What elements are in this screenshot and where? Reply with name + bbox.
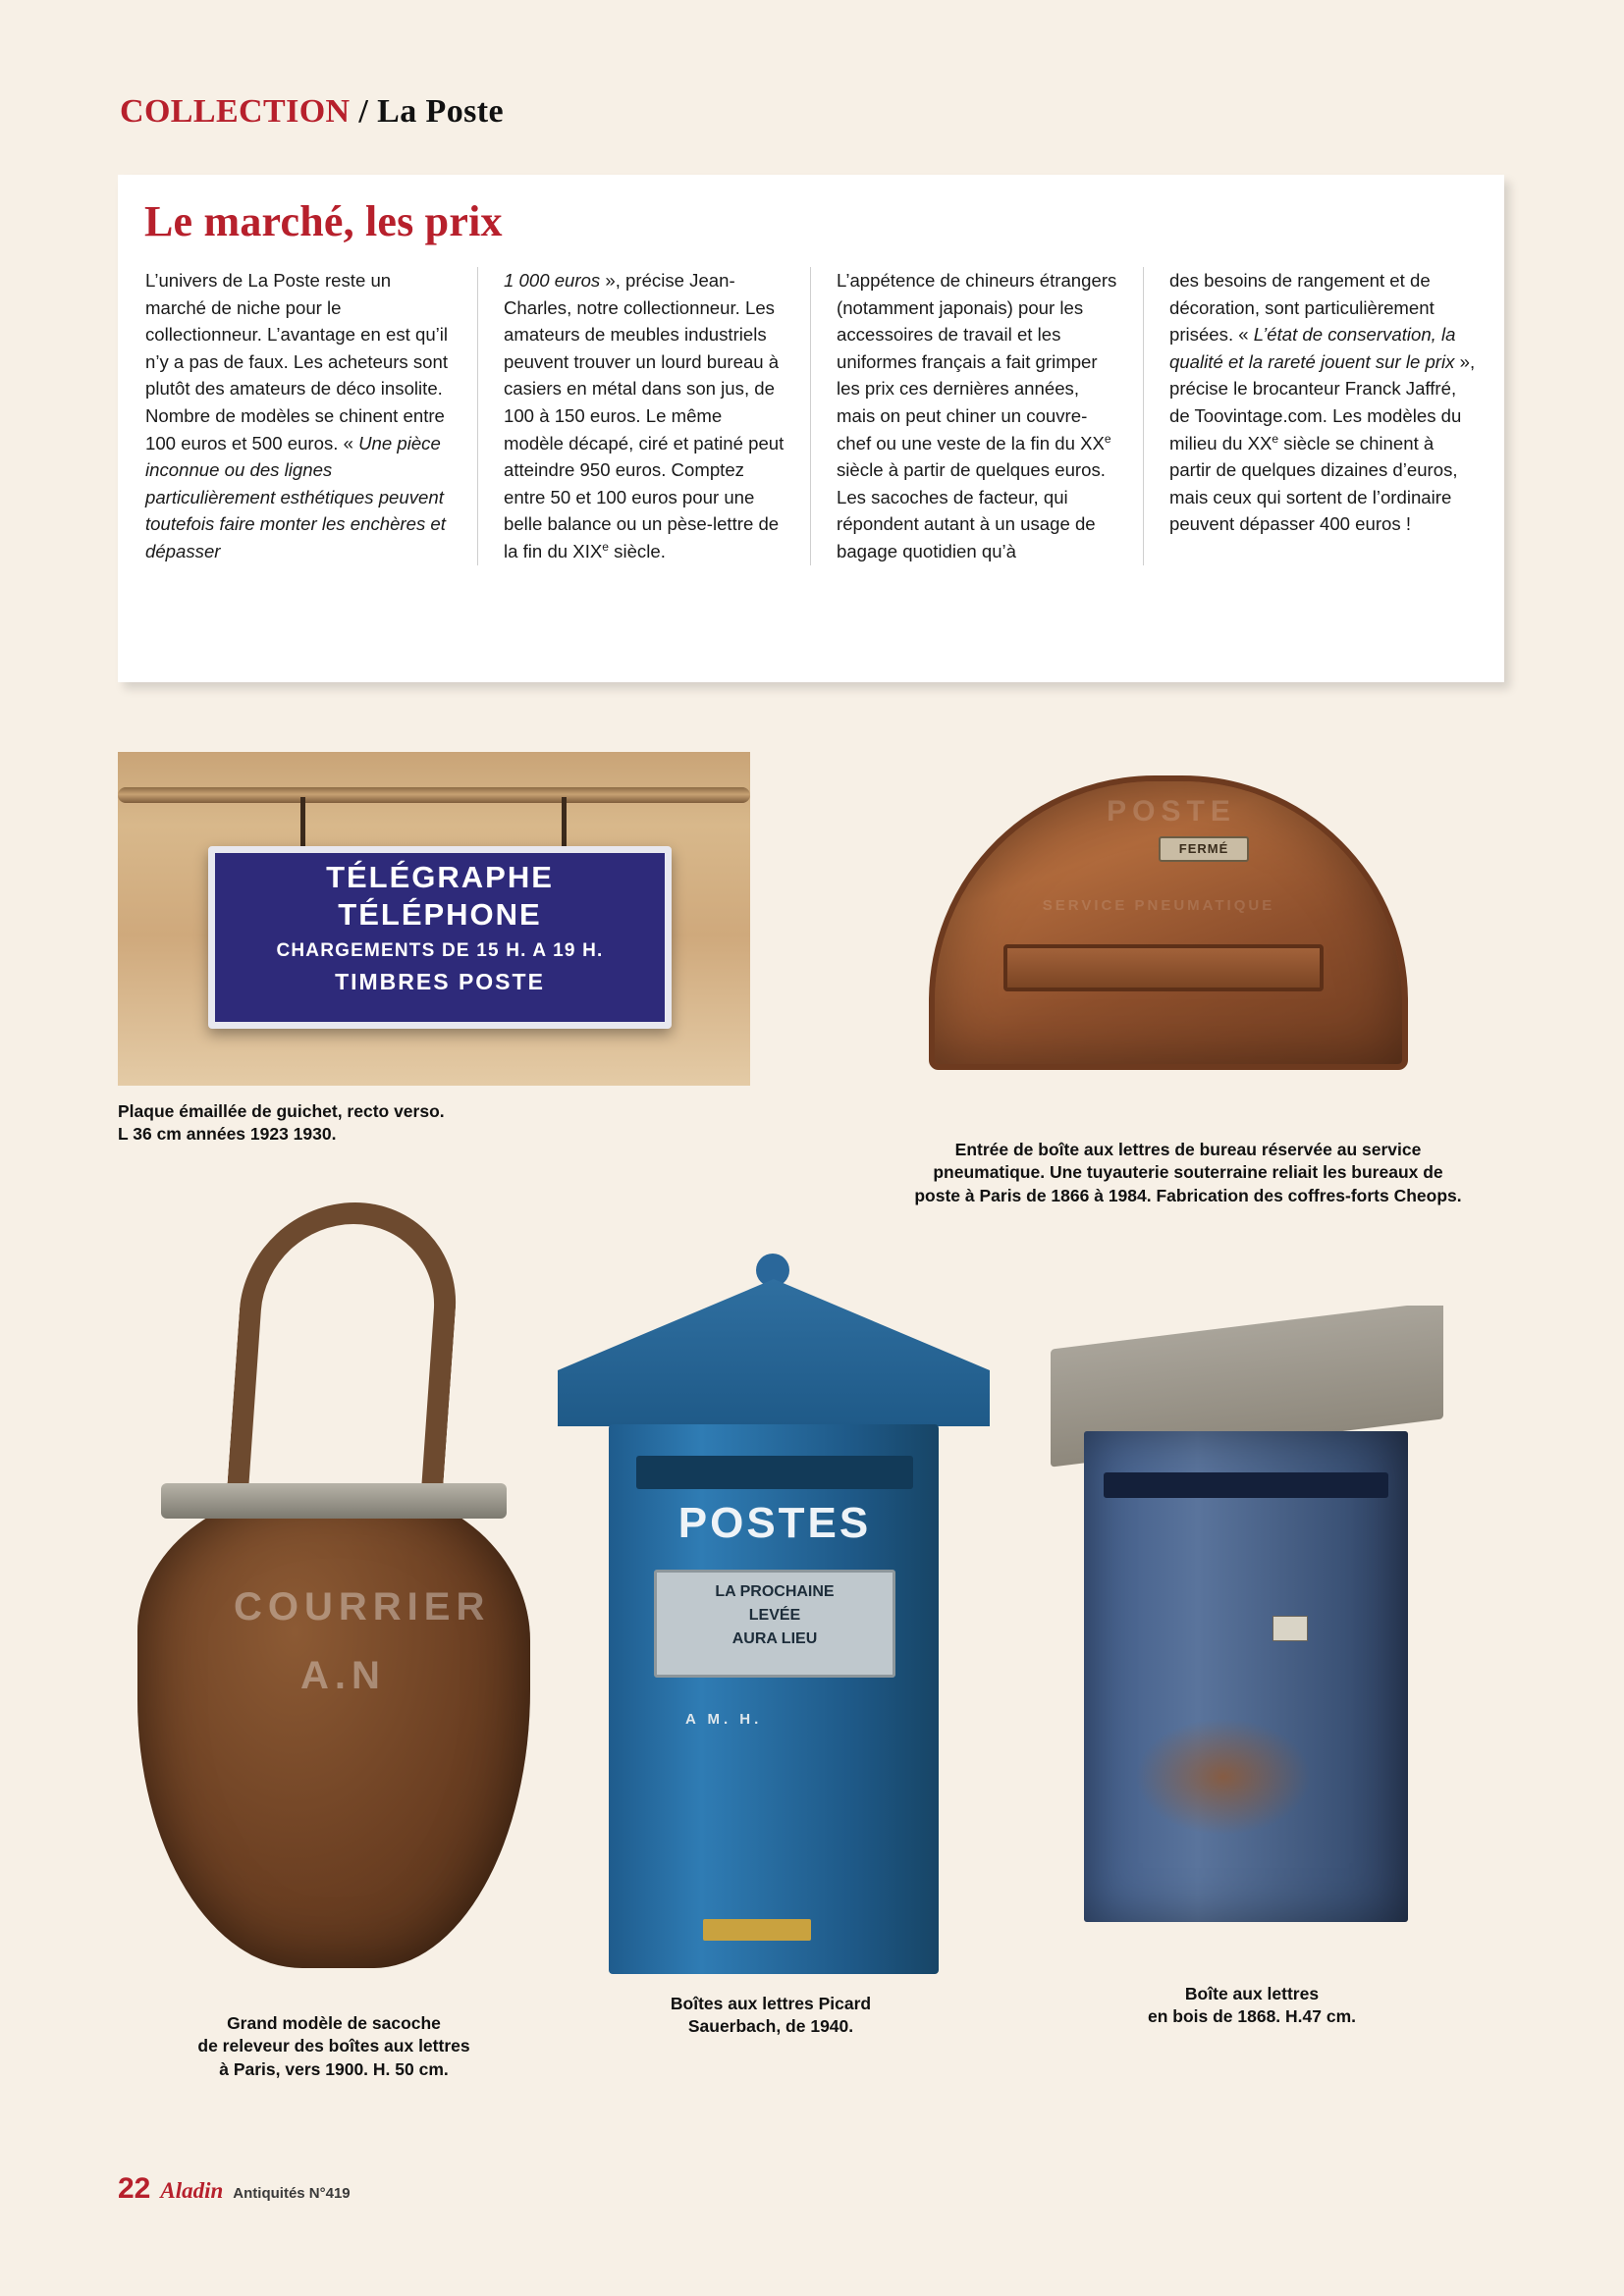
header-subject: La Poste [377,93,504,130]
studded-text-line-1: COURRIER [234,1585,491,1629]
photo-postman-bag [118,1193,550,1998]
enamel-line-2: TÉLÉPHONE [338,897,542,932]
wooden-box-body [1084,1431,1408,1922]
rust-patina [1135,1718,1312,1836]
article-column-1: L’univers de La Poste reste un marché de niche pour le collectionneur. L’avantage en est qu’il n’y a pas de faux. Les acheteurs sont plutôt des amateurs de déco insolite. Nombre de modèles se chinent entre 100 euros et 500 euros. « Une pièce inconnue ou des lignes particulièrement esthétiques peuvent toutefois faire monter les enchères et dépasser [145,267,478,565]
caption-pneumatic-mailbox: Entrée de boîte aux lettres de bureau réservée au service pneumatique. Une tuyauterie souterraine reliait les bureaux de poste à Paris de 1866 à 1984. Fabrication des coffres-forts Cheops. [914,1140,1462,1205]
hanging-rod [118,787,750,803]
page-header [120,93,504,131]
metal-tag [1272,1616,1308,1641]
notice-line-3: AURA LIEU [731,1630,818,1647]
page-number: 22 [118,2172,151,2205]
days-row: A M. H. [685,1711,763,1728]
article-columns [145,267,1479,565]
studded-text-line-2: A.N [300,1654,386,1697]
enamel-line-1: TÉLÉGRAPHE [326,860,554,894]
issue-label: Antiquités N°419 [233,2185,351,2202]
photo-wooden-mailbox [1041,1306,1463,1983]
mailbox-roof [558,1279,990,1426]
caption-postman-bag: Grand modèle de sacoche de releveur des boîtes aux lettres à Paris, vers 1900. H. 50 cm. [197,2013,470,2079]
article-column-2: 1 000 euros », précise Jean-Charles, notre collectionneur. Les amateurs de meubles industriels peuvent trouver un lourd bureau à casiers en métal dans son jus, de 100 à 150 euros. Le même modèle décapé, ciré et patiné peut atteindre 950 euros. Comptez entre 50 et 100 euros pour une belle balance ou un pèse-lettre de la fin du XIXe siècle. [478,267,811,565]
letter-slot [1104,1472,1388,1498]
embossed-top-text: POSTE [1107,795,1236,828]
shoulder-strap [224,1202,462,1526]
header-kicker: COLLECTION [120,93,351,130]
letter-slot [1003,944,1324,991]
embossed-mid-text: SERVICE PNEUMATIQUE [1042,897,1275,914]
postes-wordmark: POSTES [677,1499,872,1547]
caption-enamel-plaque: Plaque émaillée de guichet, recto verso. L 36 cm années 1923 1930. [118,1101,445,1145]
photo-pneumatic-mailbox [913,752,1424,1084]
leather-bag-body [137,1487,530,1968]
closed-plate-label: FERMÉ [1159,836,1249,862]
enamel-line-3: CHARGEMENTS DE 15 H. A 19 H. [276,940,604,961]
article-box [118,175,1504,682]
article-column-4: des besoins de rangement et de décoration, sont particulièrement prisées. « L’état de conservation, la qualité et la rareté jouent sur le prix », précise le brocanteur Franck Jaffré, de Toovintage.com. Les modèles du milieu du XXe siècle se chinent à partir de quelques dizaines d’euros, mais ceux qui sortent de l’ordinaire peuvent dépasser 400 euros ! [1169,270,1476,535]
notice-line-1: LA PROCHAINE [715,1583,835,1600]
photo-enamel-plaque [118,752,750,1086]
enamel-line-4: TIMBRES POSTE [335,969,545,994]
collection-notice-plate [654,1570,895,1678]
caption-wooden-mailbox: Boîte aux lettres en bois de 1868. H.47 cm. [1147,1984,1357,2027]
notice-line-2: LEVÉE [748,1607,801,1624]
caption-postes-mailbox: Boîtes aux lettres Picard Sauerbach, de 1940. [670,1994,872,2037]
page-footer [118,2172,351,2206]
article-title: Le marché, les prix [144,197,503,245]
magazine-brand: Aladin [160,2178,224,2203]
photo-postes-mailbox [538,1193,1009,1998]
manufacturer-plaque [703,1919,811,1941]
enamel-sign [208,846,672,1029]
header-separator: / [358,93,369,130]
letter-slot [636,1456,913,1489]
metal-frame-bar [161,1483,507,1519]
article-column-3: L’appétence de chineurs étrangers (notamment japonais) pour les accessoires de travail et les uniformes français a fait grimper les prix ces dernières années, mais on peut chiner un couvre-chef ou une veste de la fin du XXe siècle à partir de quelques euros. Les sacoches de facteur, qui répondent autant à un usage de bagage quotidien qu’à [811,267,1144,565]
